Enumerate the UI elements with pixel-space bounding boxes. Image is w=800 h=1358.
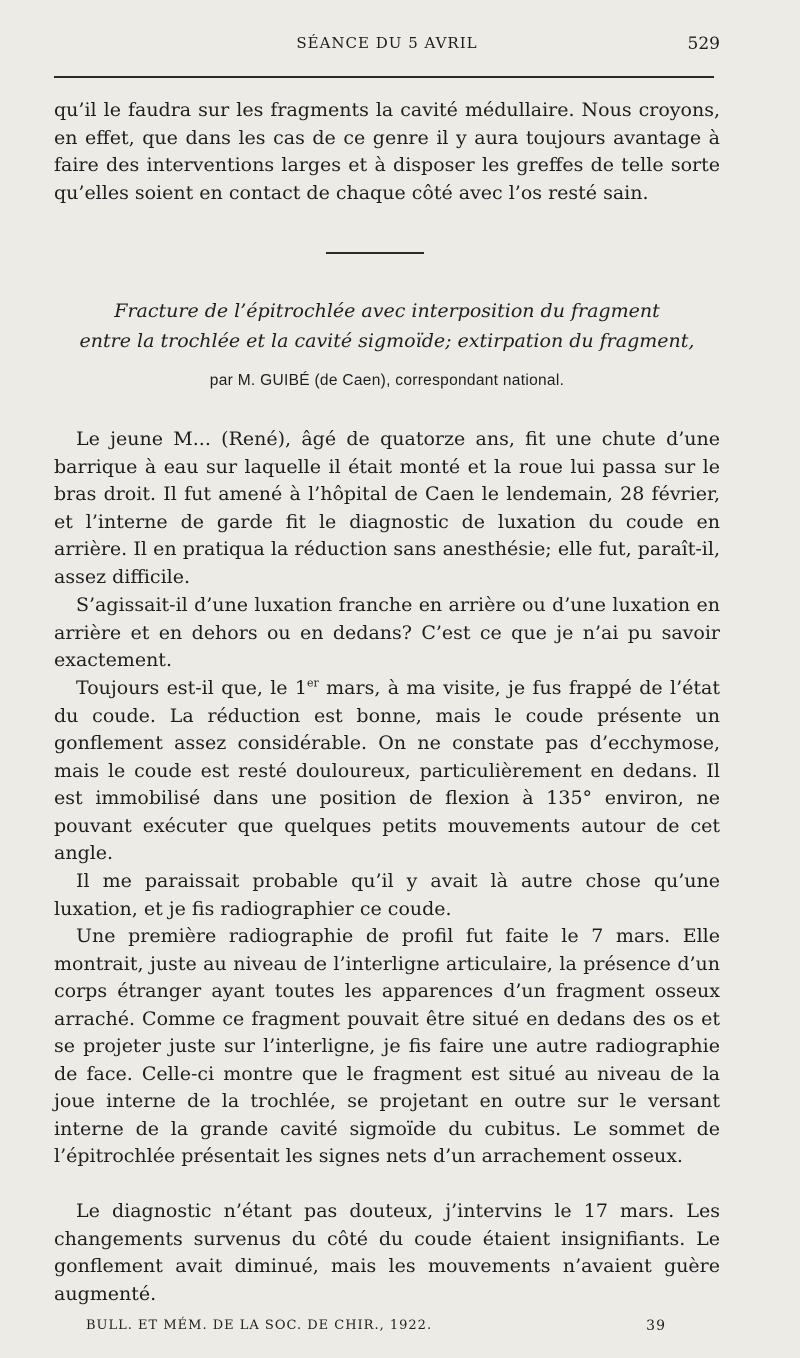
body-paragraph-2: S’agissait-il d’une luxation franche en arrière ou d’une luxation en arrière et en dehors ou en dedans? C’est ce que je n’ai pu savoir exactement. — [54, 594, 720, 671]
signature-number: 39 — [646, 1318, 666, 1334]
page-footer — [86, 1318, 666, 1340]
section-separator — [326, 252, 424, 254]
visit-text-rest: mars, à ma visite, je fus frappé de l’état du coude. La réduction est bonne, mais le coude présente un gonflement assez considérable. On ne constate pas d’ecchymose, mais le coude est resté douloureux, particulièrement en dedans. Il est immobilisé dans une position de flexion à 135° environ, ne pouvant exécuter que quelques petits mouvements autour de cet angle. — [54, 677, 720, 864]
header-rule — [54, 76, 714, 78]
body-paragraph-5: Une première radiographie de profil fut faite le 7 mars. Elle montrait, juste au niveau de l’interligne articulaire, la présence d’un corps étranger ayant toutes les apparences d’un fragment osseux arraché. Comme ce fragment pouvait être situé en dedans des os et se projeter juste sur l’interligne, je fis faire une autre radiographie de face. Celle-ci montre que le fragment est situé au niveau de la joue interne de la trochlée, se projetant en outre sur le versant interne de la grande cavité sigmoïde du cubitus. Le sommet de l’épitrochlée présentait les signes nets d’un arrachement osseux. — [54, 925, 720, 1167]
visit-text-start: Toujours est-il que, le 1 — [76, 677, 308, 699]
ordinal-superscript: er — [307, 676, 319, 690]
body-paragraph-1: Le jeune M... (René), âgé de quatorze ans, fit une chute d’une barrique à eau sur laquelle il était monté et la roue lui passa sur le bras droit. Il fut amené à l’hôpital de Caen le lendemain, 28 février, et l’interne de garde fit le diagnostic de luxation du coude en arrière. Il en pratiqua la réduction sans anesthésie; elle fut, paraît-il, assez difficile. — [54, 428, 720, 588]
running-title: SÉANCE DU 5 AVRIL — [296, 34, 478, 52]
article-title-line-2: entre la trochlée et la cavité sigmoïde; extirpation du fragment, — [79, 330, 695, 352]
article-title — [54, 296, 720, 356]
body-paragraph-4: Il me paraissait probable qu’il y avait là autre chose qu’une luxation, et je fis radiographier ce coude. — [54, 870, 720, 920]
running-head — [54, 34, 720, 58]
page-number: 529 — [687, 34, 720, 54]
body-paragraph-6: Le diagnostic n’étant pas douteux, j’intervins le 17 mars. Les changements survenus du côté du coude étaient insignifiants. Le gonflement avait diminué, mais les mouvements n’avaient guère augmenté. — [54, 1200, 720, 1305]
body-paragraph-3 — [54, 675, 720, 868]
article-title-line-1: Fracture de l’épitrochlée avec interposition du fragment — [114, 300, 660, 322]
intro-paragraph: qu’il le faudra sur les fragments la cavité médullaire. Nous croyons, en effet, que dans les cas de ce genre il y aura toujours avantage à faire des interventions larges et à disposer les greffes de telle sorte qu’elles soient en contact de chaque côté avec l’os resté sain. — [54, 99, 720, 204]
journal-reference: BULL. ET MÉM. DE LA SOC. DE CHIR., 1922. — [86, 1318, 433, 1333]
article-byline: par M. GUIBÉ (de Caen), correspondant national. — [209, 372, 565, 389]
